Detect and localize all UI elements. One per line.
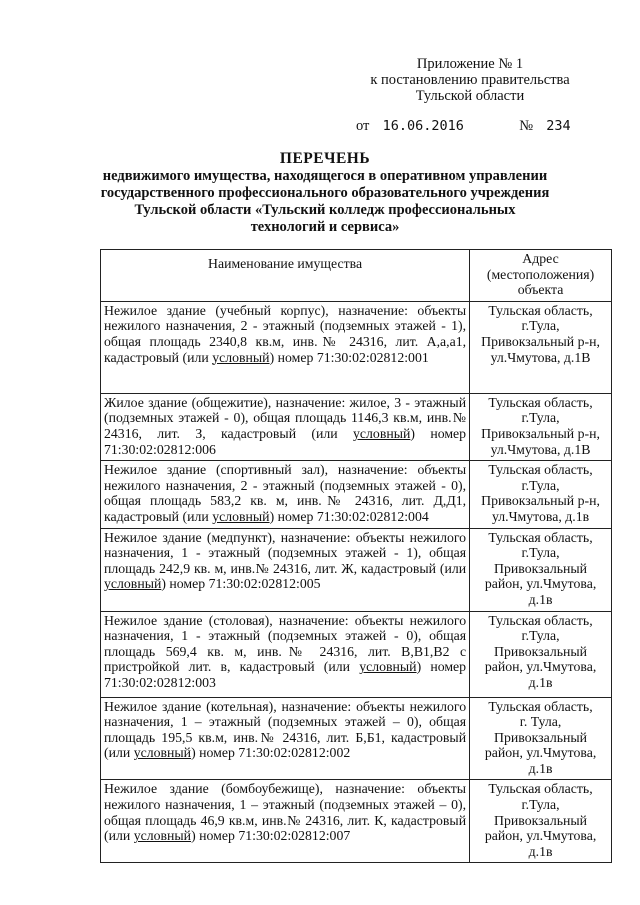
address-line: ул.Чмутова, д.1В (490, 349, 591, 365)
address-line: г. Тула, (519, 714, 562, 730)
subtitle-line: недвижимого имущества, находящегося в оперативном управлении (102, 168, 548, 184)
cadastral-number: номер 71:30:02:02812:007 (199, 828, 351, 844)
decree-dateline (356, 118, 596, 135)
address-line: Привокзальный (494, 729, 588, 745)
appendix-region: Тульской области (415, 88, 525, 104)
address-line: район, ул.Чмутова, (484, 828, 597, 844)
cadastral-number: номер 71:30:02:02812:001 (277, 349, 429, 365)
underlined-word: условный (359, 659, 417, 675)
appendix-block (340, 56, 600, 104)
underlined-word: условный (212, 508, 270, 524)
address-line: д.1в (528, 843, 553, 859)
cadastral-number: номер 71:30:02:02812:004 (277, 508, 429, 524)
address-line: д.1в (528, 591, 553, 607)
address-line: г.Тула, (521, 797, 560, 813)
description-text: Нежилое здание (учебный корпус), назначение: объекты нежилого назначения, 2 - этажный (подземных этажей - 1), общая площадь 2340,8 кв.м, инв.№ 24316, лит. А,а,а1, кадастровый (или (104, 302, 467, 365)
address-line: г.Тула, (521, 628, 560, 644)
property-description: Нежилое здание (спортивный зал), назначение: объекты нежилого назначения, 2 - этажный (подземных этажей - 0), общая площадь 583,2 кв. м, инв.№ 24316, лит. Д,Д1, кадастровый (или условный) номер 71:30:02:02812:004 (101, 461, 470, 528)
address-line: ул.Чмутова, д.1в (491, 508, 590, 524)
title-main: ПЕРЕЧЕНЬ (279, 150, 371, 167)
description-text: Нежилое здание (медпункт), назначение: объекты нежилого назначения, 1 - этажный (подземных этажей - 1), общая площадь 242,9 кв. м, инв.№ 24316, лит. Ж, кадастровый (или (104, 529, 467, 576)
address-line: г.Тула, (521, 410, 560, 426)
cadastral-number: номер 71:30:02:02812:003 (104, 659, 467, 690)
address-line: район, ул.Чмутова, (484, 659, 597, 675)
header-name: Наименование имущества (101, 250, 470, 302)
header-address-line: объекта (517, 282, 564, 298)
address-line: Тульская область, (488, 612, 593, 628)
table-row (101, 697, 612, 780)
address-line: Привокзальный р-н, (481, 493, 600, 509)
description-text: Жилое здание (общежитие), назначение: жилое, 3 - этажный (подземных этажей - 0), общая площадь 1146,3 кв.м, инв.№ 24316, лит. З, кадастровый (или (104, 394, 467, 441)
table-row (101, 461, 612, 528)
address-line: Привокзальный (494, 560, 588, 576)
cadastral-number: номер 71:30:02:02812:005 (169, 576, 321, 592)
underlined-word: условный (104, 576, 162, 592)
table-body (101, 301, 612, 863)
address-line: Тульская область, (488, 462, 593, 478)
address-line: Тульская область, (488, 529, 593, 545)
subtitle-line: технологий и сервиса» (250, 219, 400, 235)
address-line: ул.Чмутова, д.1В (490, 441, 591, 457)
number-label: № (519, 118, 534, 134)
property-address (470, 461, 612, 528)
header-address (470, 250, 612, 302)
subtitle-line: Тульской области «Тульский колледж профессиональных (134, 202, 516, 218)
document-title (80, 150, 570, 236)
address-line: г.Тула, (521, 545, 560, 561)
description-text: Нежилое здание (спортивный зал), назначение: объекты нежилого назначения, 2 - этажный (подземных этажей - 0), общая площадь 583,2 кв. м, инв.№ 24316, лит. Д,Д1, кадастровый (или (104, 462, 467, 524)
property-address (470, 611, 612, 697)
address-line: г.Тула, (521, 477, 560, 493)
property-description: Жилое здание (общежитие), назначение: жилое, 3 - этажный (подземных этажей - 0), общая площадь 1146,3 кв.м, инв.№ 24316, лит. З, кадастровый (или условный) номер 71:30:02:02812:006 (101, 393, 470, 460)
table-header-row (101, 250, 612, 302)
underlined-word: условный (133, 828, 192, 844)
property-description: Нежилое здание (бомбоубежище), назначение: объекты нежилого назначения, 1 – этажный (подземных этажей – 0), общая площадь 46,9 кв.м, инв.№ 24316, лит. К, кадастровый (или условный) номер 71:30:02:02812:007 (101, 780, 470, 863)
property-address (470, 697, 612, 780)
address-line: Привокзальный (494, 812, 588, 828)
underlined-word: условный (353, 425, 411, 441)
underlined-word: условный (133, 745, 192, 761)
table-row (101, 301, 612, 393)
address-line: район, ул.Чмутова, (484, 576, 597, 592)
address-line: Привокзальный р-н, (481, 333, 600, 349)
address-line: Тульская область, (488, 302, 593, 318)
cadastral-number: номер 71:30:02:02812:002 (199, 745, 351, 761)
address-line: г.Тула, (521, 318, 560, 334)
property-description: Нежилое здание (столовая), назначение: объекты нежилого назначения, 1 - этажный (подземных этажей - 0), общая площадь 569,4 кв. м, инв.№ 24316, лит. В,В1,В2 с пристройкой лит. в, кадастровый (или условный) номер 71:30:02:02812:003 (101, 611, 470, 697)
address-line: д.1в (528, 760, 553, 776)
property-table (100, 249, 612, 863)
table-row (101, 611, 612, 697)
property-address (470, 393, 612, 460)
property-address (470, 528, 612, 611)
decree-date: 16.06.2016 (382, 118, 464, 134)
table-row (101, 780, 612, 863)
subtitle-line: государственного профессионального образовательного учреждения (100, 185, 550, 201)
decree-number: 234 (546, 118, 571, 134)
address-line: Привокзальный (494, 643, 588, 659)
header-address-line: (местоположения) (486, 266, 595, 282)
address-line: Тульская область, (488, 394, 593, 410)
address-line: район, ул.Чмутова, (484, 745, 597, 761)
header-address-line: Адрес (522, 251, 559, 266)
address-line: д.1в (528, 674, 553, 690)
description-text: Нежилое здание (котельная), назначение: объекты нежилого назначения, 1 – этажный (подземных этажей – 0), общая площадь 195,5 кв.м, инв.№ 24316, лит. Б,Б1, кадастровый (или (104, 698, 467, 761)
table-row (101, 528, 612, 611)
table-row (101, 393, 612, 460)
cadastral-number: номер 71:30:02:02812:006 (104, 425, 467, 457)
address-line: Тульская область, (488, 698, 593, 714)
date-prefix: от (356, 118, 370, 134)
address-line: Тульская область, (488, 781, 593, 797)
property-address (470, 301, 612, 393)
property-description: Нежилое здание (медпункт), назначение: объекты нежилого назначения, 1 - этажный (подземных этажей - 1), общая площадь 242,9 кв. м, инв.№ 24316, лит. Ж, кадастровый (или условный) номер 71:30:02:02812:005 (101, 528, 470, 611)
property-description: Нежилое здание (котельная), назначение: объекты нежилого назначения, 1 – этажный (подземных этажей – 0), общая площадь 195,5 кв.м, инв.№ 24316, лит. Б,Б1, кадастровый (или условный) номер 71:30:02:02812:002 (101, 697, 470, 780)
appendix-title: Приложение № 1 (416, 56, 524, 72)
address-line: Привокзальный р-н, (481, 425, 600, 441)
description-text: Нежилое здание (бомбоубежище), назначение: объекты нежилого назначения, 1 – этажный (подземных этажей – 0), общая площадь 46,9 кв.м, инв.№ 24316, лит. К, кадастровый (или (104, 781, 467, 844)
property-description: Нежилое здание (учебный корпус), назначение: объекты нежилого назначения, 2 - этажный (подземных этажей - 1), общая площадь 2340,8 кв.м, инв.№ 24316, лит. А,а,а1, кадастровый (или условный) номер 71:30:02:02812:001 (101, 301, 470, 393)
description-text: Нежилое здание (столовая), назначение: объекты нежилого назначения, 1 - этажный (подземных этажей - 0), общая площадь 569,4 кв. м, инв.№ 24316, лит. В,В1,В2 с пристройкой лит. в, кадастровый (или (104, 612, 467, 675)
appendix-decree-ref: к постановлению правительства (370, 72, 570, 88)
underlined-word: условный (212, 349, 270, 365)
property-address (470, 780, 612, 863)
